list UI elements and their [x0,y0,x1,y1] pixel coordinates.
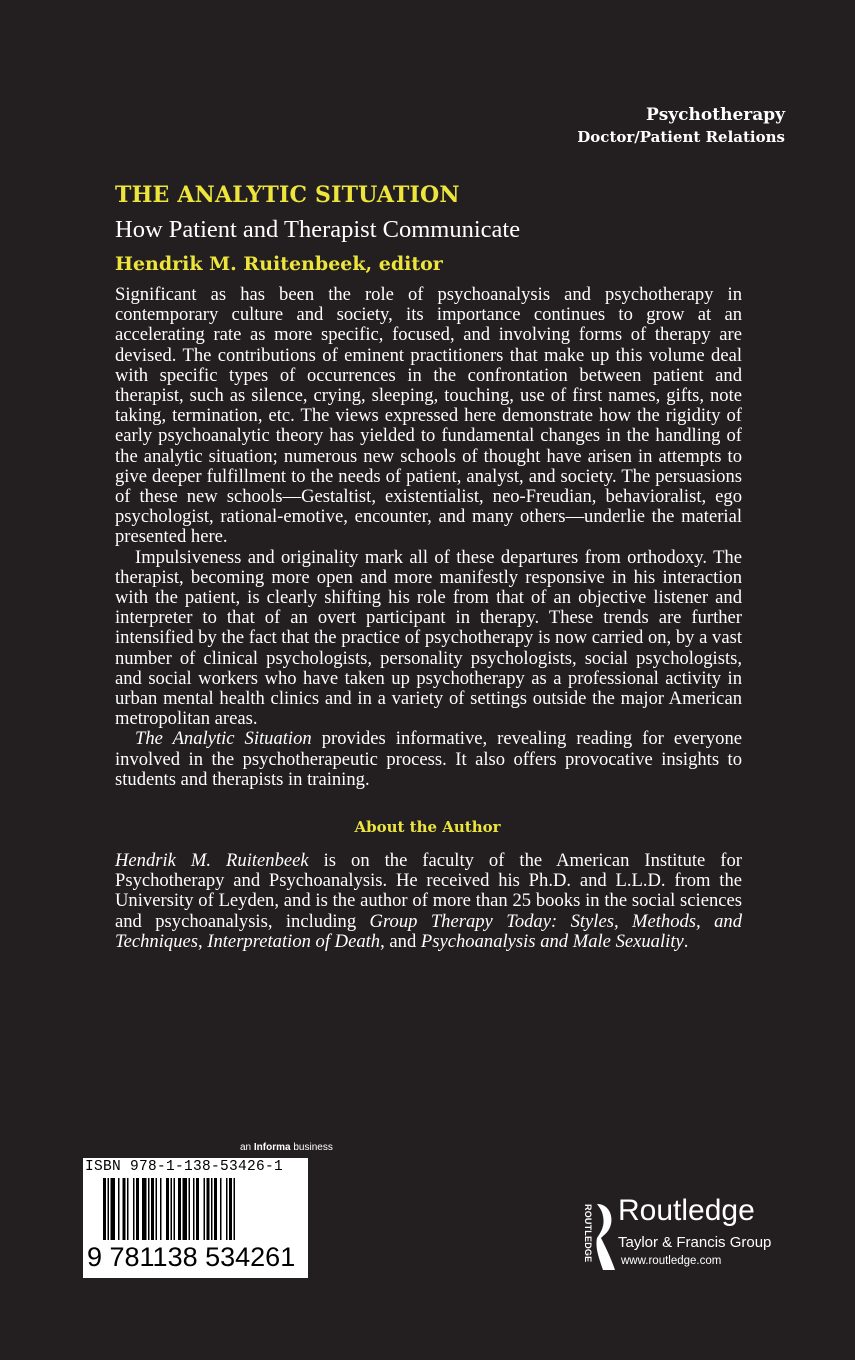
informa-brand: Informa [253,1142,291,1153]
publisher-url: www.routledge.com [621,1255,722,1267]
informa-tagline [240,1142,333,1153]
book-title-italic: The Analytic Situation [135,728,312,750]
isbn-text: ISBN 978-1-138-53426-1 [85,1159,284,1175]
informa-suffix: business [290,1142,333,1153]
bio-text: is on the faculty of the American Institute for Psychotherapy and Psychoanalysis. He received his Ph.D. and L.L.D. from the University of Leyden, and is the author of more than 25 books in the social sciences and psychoanalysis, including [115,850,742,932]
about-author-heading: About the Author [354,818,501,836]
publisher-name: Routledge [618,1194,755,1227]
book-title: THE ANALYTIC SITUATION [115,182,460,208]
separator: , [197,930,208,952]
publisher-group: Taylor & Francis Group [618,1234,772,1251]
book-ref: Interpretation of Death [207,930,381,952]
spine-text: ROUTLEDGE [583,1204,593,1263]
description-paragraph: Significant as has been the role of psychoanalysis and psychotherapy in contemporary culture and society, its importance continues to grow at an accelerating rate as more specific, focused, and involving forms of therapy are devised. The contributions of eminent practitioners that make up this volume deal with specific types of occurrences in the confrontation between patient and therapist, such as silence, crying, sleeping, touching, use of first names, gifts, note taking, termination, etc. The views expressed here demonstrate how the rigidity of early psychoanalytic theory has yielded to fundamental changes in the handling of the analytic situation; numerous new schools of thought have arisen in attempts to give deeper fulfillment to the needs of patient, analyst, and society. The persuasions of these new schools—Gestaltist, existentialist, neo-Freudian, behavioralist, ego psychologist, rational-emotive, encounter, and many others—underlie the material presented here. [115,284,742,548]
description-paragraph: Impulsiveness and originality mark all of these departures from orthodoxy. The therapist, becoming more open and more manifestly responsive in his interaction with the patient, is clearly shifting his role from that of an objective listener and interpreter to that of an overt participant in therapy. These trends are further intensified by the fact that the practice of psychotherapy is now carried on, by a vast number of clinical psychologists, personality psychologists, social psychologists, and social workers who have taken up psychotherapy as a professional activity in urban mental health clinics and in a variety of settings outside the major American metropolitan areas. [115,546,742,730]
ean-number: 9 781138 534261 [87,1242,296,1272]
category-secondary: Doctor/Patient Relations [577,128,785,146]
separator: , and [380,930,421,952]
description-text: provides informative, revealing reading for everyone involved in the psychotherapeutic process. It also offers provocative insights to students and therapists in training. [115,728,742,790]
book-ref: Psychoanalysis and Male Sexuality [420,930,684,952]
book-description [115,285,742,790]
book-editor: Hendrik M. Ruitenbeek, editor [115,253,443,275]
description-paragraph [115,729,742,790]
subject-categories [577,104,785,148]
book-ref: Group Therapy Today: Styles, Methods, and Techniques [115,910,742,952]
informa-prefix: an [240,1142,254,1153]
separator: . [683,930,689,952]
book-subtitle: How Patient and Therapist Communicate [115,216,521,243]
isbn-barcode [83,1158,308,1278]
category-primary: Psychotherapy [645,105,785,125]
author-bio [115,851,742,952]
routledge-logo [583,1194,803,1272]
routledge-head-icon [593,1202,619,1272]
author-name: Hendrik M. Ruitenbeek [115,850,309,871]
